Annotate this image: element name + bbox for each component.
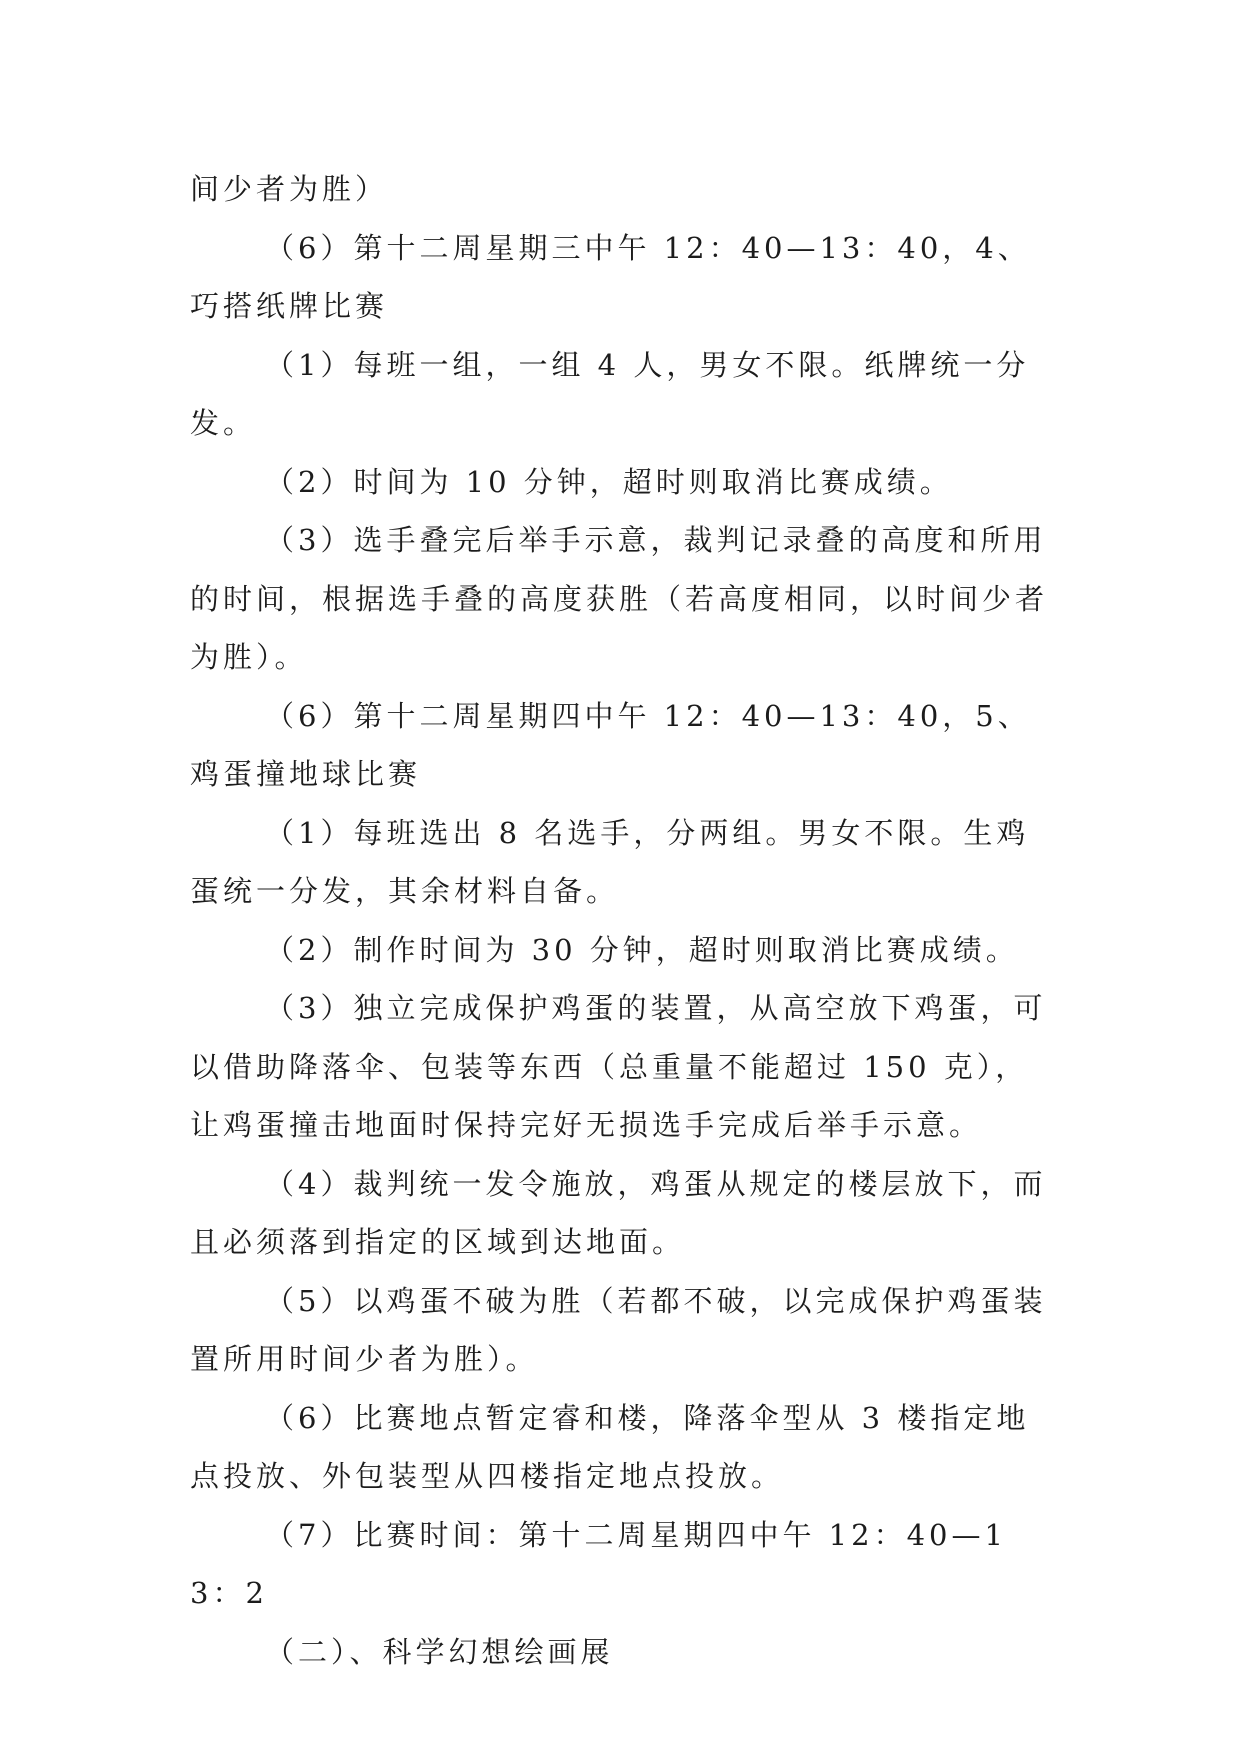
paragraph-item: （6）第十二周星期三中午 12：40—13：40，4、巧搭纸牌比赛 (190, 230, 1031, 323)
paragraph-item: （3）选手叠完后举手示意，裁判记录叠的高度和所用的时间，根据选手叠的高度获胜（若高度相同，以时间少者为胜）。 (190, 523, 1049, 674)
paragraph-item: （6）第十二周星期四中午 12：40—13：40，5、鸡蛋撞地球比赛 (190, 698, 1031, 791)
section-heading: （二）、科学幻想绘画展 (265, 1634, 614, 1669)
paragraph-item: （7）比赛时间：第十二周星期四中午 12：40—13：2 (190, 1517, 1007, 1610)
paragraph-continuation: 间少者为胜） (190, 172, 389, 206)
paragraph-item: （2）时间为 10 分钟，超时则取消比赛成绩。 (265, 464, 953, 499)
paragraph-item: （1）每班选出 8 名选手，分两组。男女不限。生鸡蛋统一分发，其余材料自备。 (190, 815, 1030, 908)
paragraph-item: （6）比赛地点暂定睿和楼，降落伞型从 3 楼指定地点投放、外包装型从四楼指定地点投放。 (190, 1400, 1030, 1493)
paragraph-item: （3）独立完成保护鸡蛋的装置，从高空放下鸡蛋，可以借助降落伞、包装等东西（总重量不能超过 150 克），让鸡蛋撞击地面时保持完好无损选手完成后举手示意。 (190, 991, 1047, 1142)
paragraph-item: （2）制作时间为 30 分钟，超时则取消比赛成绩。 (265, 932, 1019, 967)
paragraph-item: （1）每班一组，一组 4 人，男女不限。纸牌统一分发。 (190, 347, 1030, 440)
paragraph-item: （5）以鸡蛋不破为胜（若都不破，以完成保护鸡蛋装置所用时间少者为胜）。 (190, 1283, 1047, 1376)
document-body (190, 160, 1050, 1681)
paragraph-item: （4）裁判统一发令施放，鸡蛋从规定的楼层放下，而且必须落到指定的区域到达地面。 (190, 1166, 1047, 1259)
